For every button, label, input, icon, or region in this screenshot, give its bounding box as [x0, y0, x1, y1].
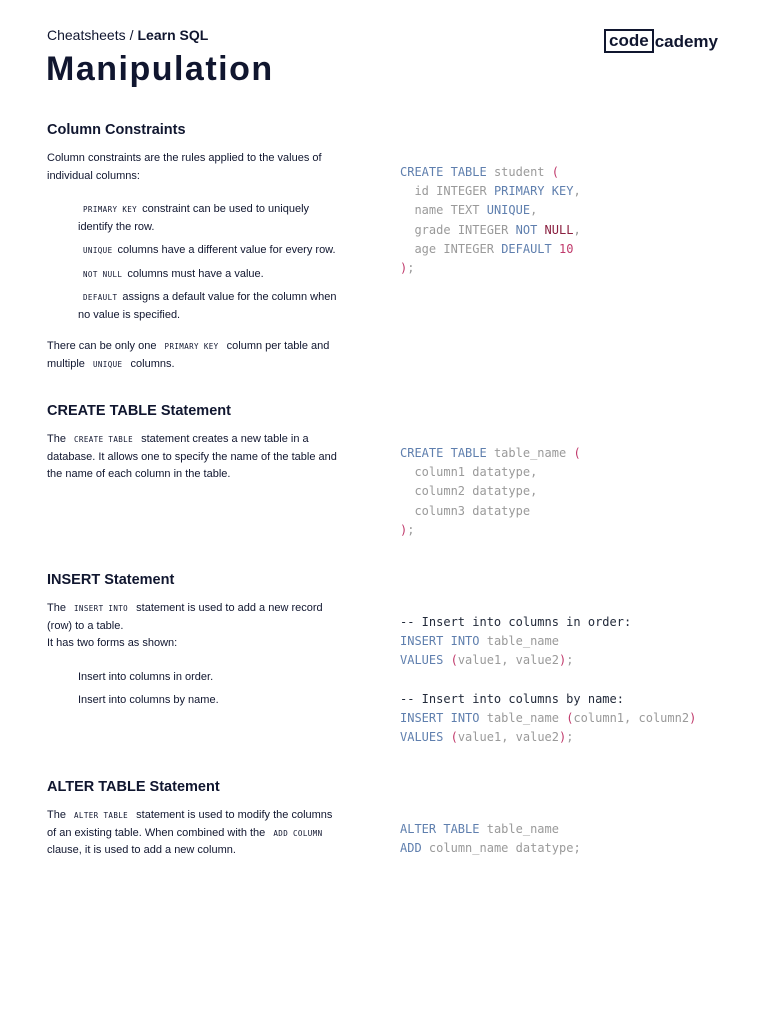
code-example-constraints: CREATE TABLE student ( id INTEGER PRIMARY KEY, name TEXT UNIQUE, grade INTEGER NOT NULL, age INTEGER DEFAULT 10 ); [400, 165, 581, 276]
list-item-text: columns have a different value for every row. [117, 244, 336, 256]
list-item-text: constraint can be used to uniquely identify the row. [78, 203, 310, 233]
list-item [78, 201, 342, 236]
text-fragment: statement is used to modify the columns of an existing table. When combined with the [47, 809, 333, 839]
column-constraints-section [47, 122, 342, 373]
create-table-section [47, 403, 342, 484]
text-fragment: columns. [127, 357, 175, 370]
inline-code: ALTER TABLE [74, 811, 129, 820]
constraint-list [47, 201, 342, 324]
text-fragment: statement creates a new table in a database. It allows one to specify the name of the table and the name of each column in the table. [47, 433, 337, 480]
list-item-text: columns must have a value. [127, 267, 264, 280]
text-fragment: column per table and multiple [47, 340, 330, 370]
inline-code: PRIMARY KEY [164, 342, 219, 351]
inline-code: UNIQUE [92, 359, 123, 369]
text-fragment: There can be only one [47, 340, 160, 352]
alter-table-section [47, 779, 342, 860]
section-text [47, 600, 342, 635]
logo-box-text: code [604, 29, 654, 53]
section-heading: CREATE TABLE Statement [47, 403, 231, 419]
inline-code: DEFAULT [83, 293, 118, 302]
text-fragment: clause, it is used to add a new column. [47, 844, 236, 856]
section-heading: INSERT Statement [47, 572, 175, 588]
text-fragment: The [47, 433, 70, 445]
section-outro [47, 338, 342, 373]
text-fragment: The [47, 602, 70, 614]
section-intro: Column constraints are the rules applied to the values of individual columns: [47, 152, 322, 182]
breadcrumb-current-link[interactable]: Learn SQL [137, 27, 209, 43]
inline-code: UNIQUE [83, 246, 113, 255]
breadcrumb-root-link[interactable]: Cheatsheets [47, 27, 126, 43]
list-item [78, 266, 342, 284]
codecademy-logo[interactable] [604, 29, 718, 53]
insert-section [47, 572, 342, 724]
inline-code: INSERT INTO [74, 604, 129, 613]
section-heading: Column Constraints [47, 122, 186, 138]
section-text [47, 807, 342, 860]
logo-rest-text: cademy [654, 31, 719, 51]
inline-code: NOT NULL [83, 269, 123, 279]
inline-code: CREATE TABLE [74, 435, 134, 444]
inline-code: PRIMARY KEY [83, 205, 138, 214]
text-fragment: statement is used to add a new record (row) to a table. [47, 602, 323, 632]
text-fragment: The [47, 809, 70, 821]
list-item [78, 289, 342, 324]
page-title: Manipulation [46, 50, 274, 88]
breadcrumb [47, 27, 208, 43]
breadcrumb-separator: / [129, 27, 134, 43]
section-text [47, 431, 342, 484]
code-example-alter-table: ALTER TABLE table_name ADD column_name datatype; [400, 822, 581, 856]
inline-code: ADD COLUMN [273, 828, 323, 838]
list-item-text: assigns a default value for the column when no value is specified. [78, 291, 337, 321]
section-heading: ALTER TABLE Statement [47, 779, 220, 795]
list-item [78, 242, 342, 260]
section-text: It has two forms as shown: [47, 637, 178, 649]
code-example-insert: -- Insert into columns in order: INSERT INTO table_name VALUES (value1, value2); -- Insert into columns by name: INSERT INTO table_name (column1, column2) VALUES (value1, value2); [400, 615, 697, 745]
list-item: Insert into columns by name. [78, 694, 219, 706]
insert-forms-list [47, 669, 342, 710]
code-example-create-table: CREATE TABLE table_name ( column1 datatype, column2 datatype, column3 datatype ); [400, 446, 581, 537]
list-item: Insert into columns in order. [78, 670, 214, 683]
